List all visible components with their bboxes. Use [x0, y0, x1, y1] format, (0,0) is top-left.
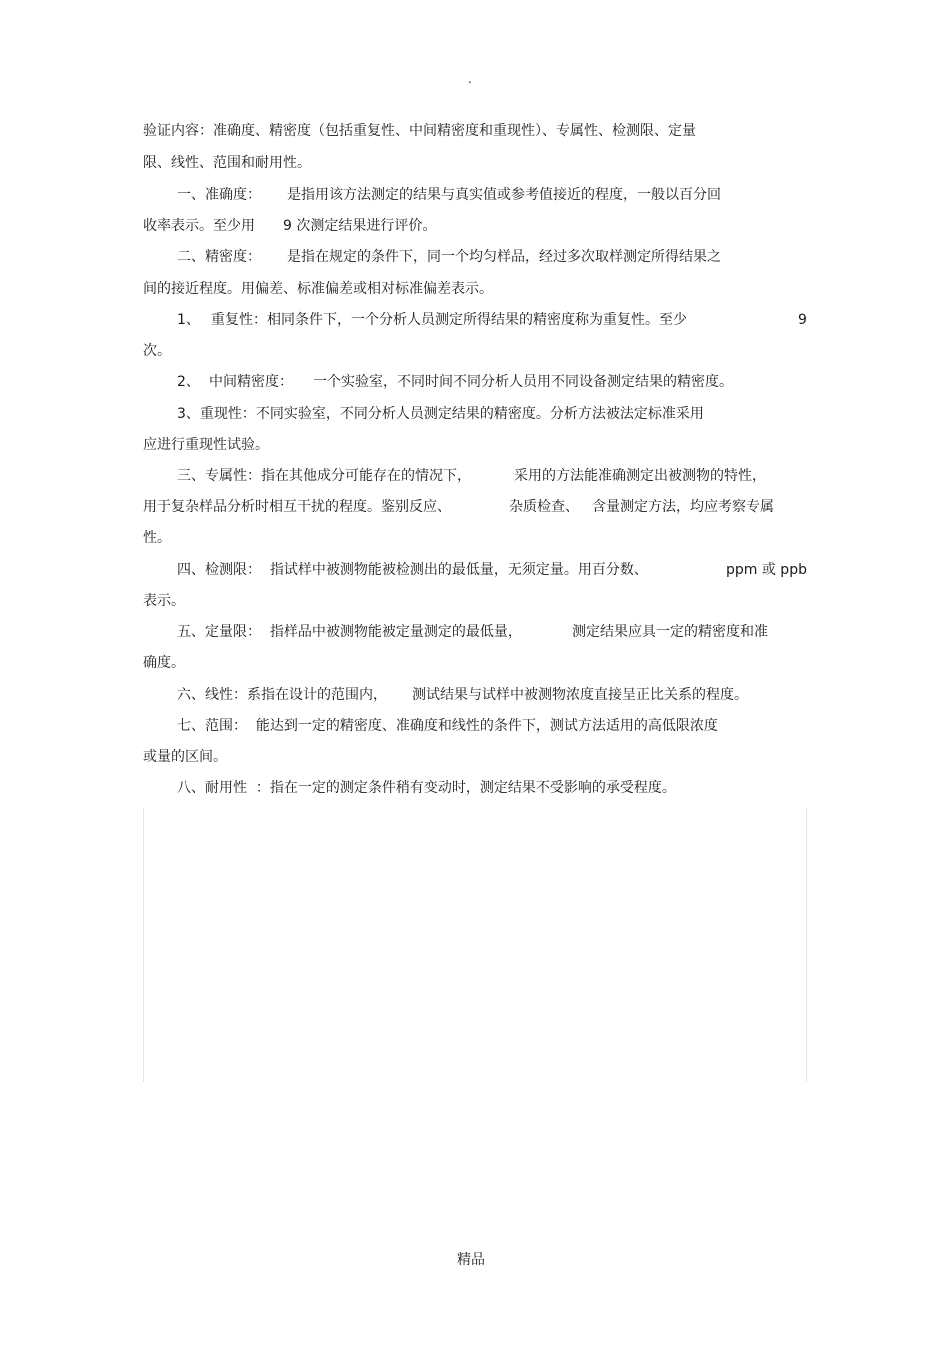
frame-right-border [806, 808, 807, 1082]
repeatability-count: 9 [798, 312, 807, 328]
quantitation-limit-text: 五、定量限： 指样品中被测物能被定量测定的最低量， [177, 624, 522, 640]
reproducibility-cont: 应进行重现性试验。 [143, 437, 269, 453]
repeatability-text: 重复性：相同条件下，一个分析人员测定所得结果的精密度称为重复性。至少 [211, 312, 687, 328]
accuracy-text: 是指用该方法测定的结果与真实值或参考值接近的程度，一般以百分回 [287, 187, 721, 203]
specificity-text-b: 采用的方法能准确测定出被测物的特性， [514, 468, 766, 484]
linearity-text-a: 六、线性：系指在设计的范围内， [177, 687, 387, 703]
precision-text: 是指在规定的条件下，同一个均匀样品，经过多次取样测定所得结果之 [287, 249, 721, 265]
repeatability-num: 1、 [177, 312, 200, 328]
intro-line-1: 验证内容：准确度、精密度（包括重复性、中间精密度和重现性）、专属性、检测限、定量 [143, 123, 696, 139]
specificity-cont-d: 性。 [143, 530, 171, 546]
accuracy-cont-a: 收率表示。至少用 [143, 218, 255, 234]
intermediate-text: 一个实验室，不同时间不同分析人员用不同设备测定结果的精密度。 [313, 374, 733, 390]
quantitation-limit-text-b: 测定结果应具一定的精密度和准 [572, 624, 768, 640]
footer-label: 精品 [457, 1252, 485, 1268]
accuracy-cont-b: 9 次测定结果进行评价。 [283, 218, 437, 234]
range-cont: 或量的区间。 [143, 749, 227, 765]
intermediate-num: 2、 [177, 374, 200, 390]
robustness-text: 八、耐用性 ：指在一定的测定条件稍有变动时，测定结果不受影响的承受程度。 [177, 780, 676, 796]
precision-label: 二、精密度： [177, 249, 261, 265]
detection-limit-cont: 表示。 [143, 593, 185, 609]
specificity-text-a: 三、专属性：指在其他成分可能存在的情况下， [177, 468, 471, 484]
reproducibility-text: 3、重现性：不同实验室，不同分析人员测定结果的精密度。分析方法被法定标准采用 [177, 406, 704, 422]
specificity-cont-b: 杂质检查、 [509, 499, 579, 515]
accuracy-label: 一、准确度： [177, 187, 261, 203]
frame-left-border [143, 808, 144, 1082]
intermediate-label: 中间精密度： [209, 374, 293, 390]
header-mark: . [468, 72, 472, 86]
precision-cont: 间的接近程度。用偏差、标准偏差或相对标准偏差表示。 [143, 281, 493, 297]
linearity-text-b: 测试结果与试样中被测物浓度直接呈正比关系的程度。 [412, 687, 748, 703]
range-text: 七、范围： 能达到一定的精密度、准确度和线性的条件下，测试方法适用的高低限浓度 [177, 718, 718, 734]
detection-limit-units: ppm 或 ppb [726, 562, 807, 578]
specificity-cont-a: 用于复杂样品分析时相互干扰的程度。鉴别反应、 [143, 499, 451, 515]
specificity-cont-c: 含量测定方法，均应考察专属 [592, 499, 774, 515]
intro-line-2: 限、线性、范围和耐用性。 [143, 155, 311, 171]
quantitation-limit-cont: 确度。 [143, 655, 185, 671]
repeatability-cont: 次。 [143, 343, 171, 359]
detection-limit-text: 四、检测限： 指试样中被测物能被检测出的最低量，无须定量。用百分数、 [177, 562, 648, 578]
